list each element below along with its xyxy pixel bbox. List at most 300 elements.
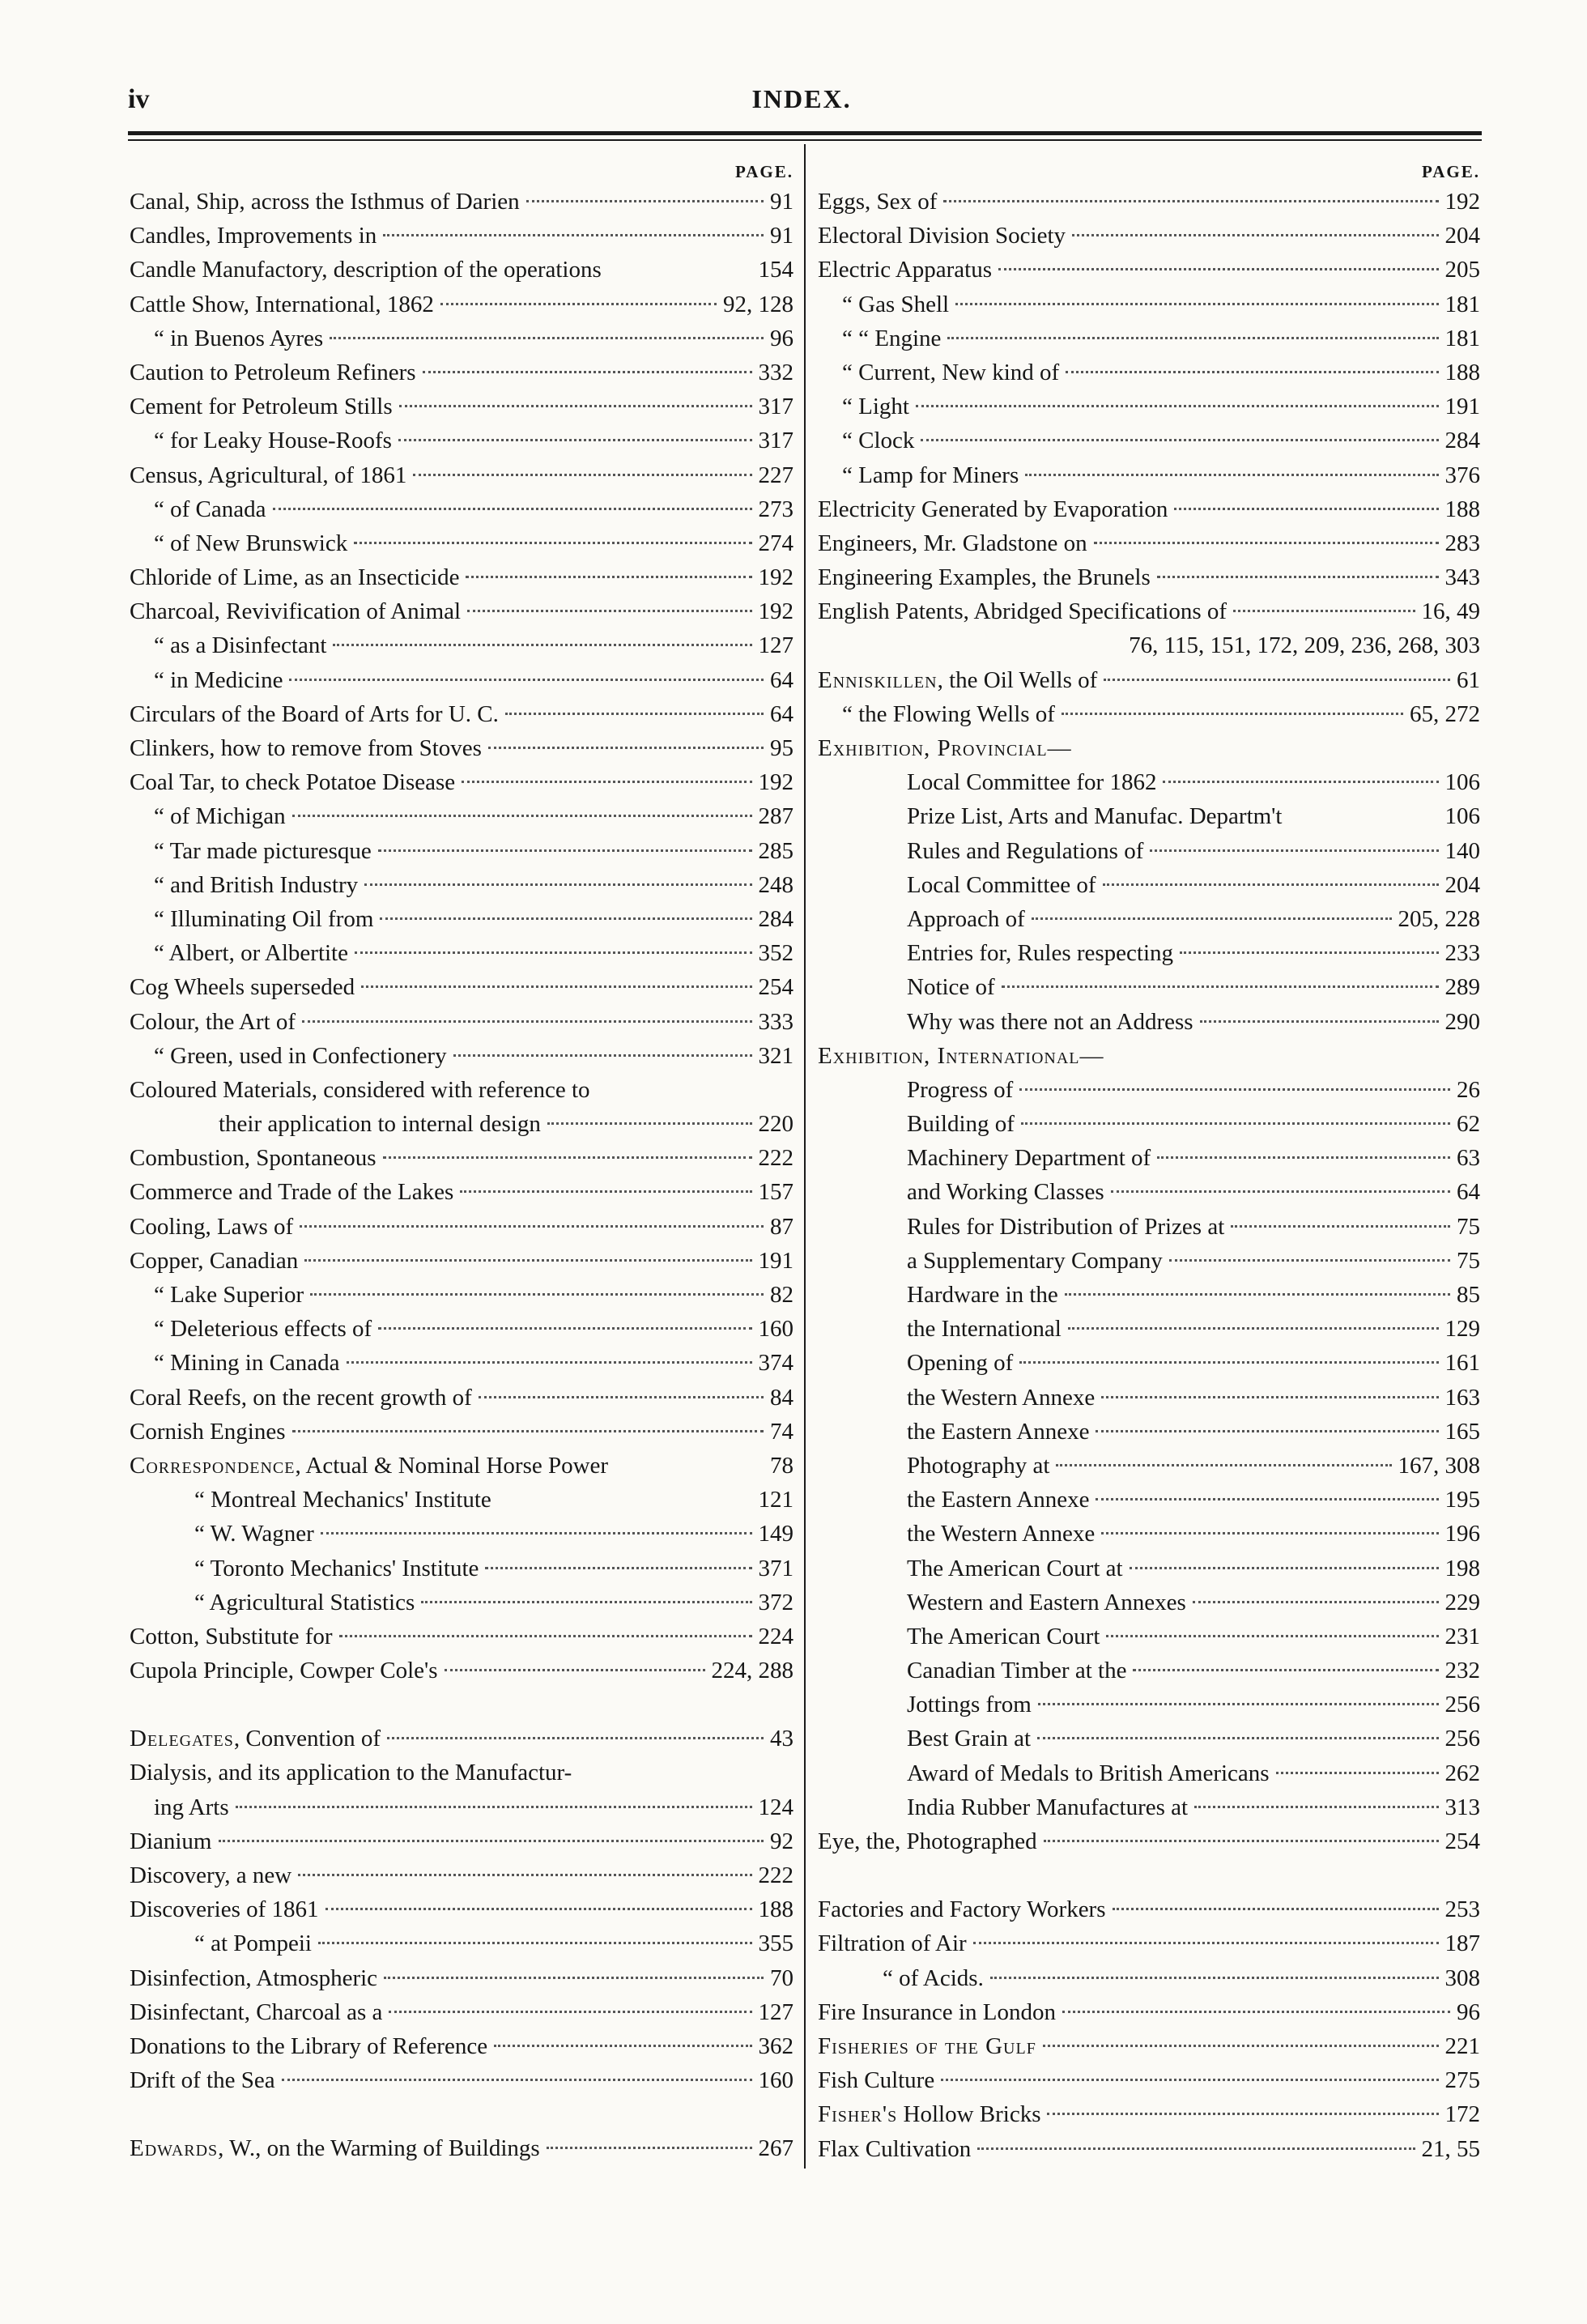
dot-leader [413, 474, 751, 476]
entry-text: Cornish Engines [130, 1418, 286, 1445]
dot-leader [941, 2079, 1438, 2081]
entry-text: Why was there not an Address [907, 1008, 1193, 1035]
page-ref: 254 [758, 974, 794, 1001]
entry-text: “ Illuminating Oil from [154, 905, 374, 932]
dot-leader [298, 1874, 751, 1876]
page-ref: 321 [758, 1042, 794, 1069]
entry-text: Engineering Examples, the Brunels [818, 564, 1151, 591]
entry-text: Notice of [907, 974, 995, 1001]
column-head-page: PAGE. [1421, 162, 1480, 181]
dot-leader [1106, 1635, 1438, 1637]
dot-leader [383, 234, 764, 236]
entry-text: Local Committee of [907, 871, 1096, 898]
index-entry [130, 2131, 794, 2165]
dot-leader [1113, 1908, 1439, 1910]
index-entry [818, 2132, 1480, 2166]
entry-text: Discovery, a new [130, 1862, 292, 1888]
page-ref: 233 [1444, 940, 1480, 967]
dot-leader [1043, 2045, 1439, 2047]
index-entry [130, 834, 794, 868]
entry-text: Rules for Distribution of Prizes at [907, 1213, 1225, 1240]
dot-leader [440, 303, 717, 305]
index-entry [130, 1312, 794, 1346]
dot-leader [289, 679, 764, 681]
index-entry [130, 1551, 794, 1586]
index-entry [818, 1517, 1480, 1551]
page-ref: 362 [758, 2032, 794, 2059]
index-entry [818, 2063, 1480, 2097]
entry-text: Rules and Regulations of [907, 837, 1144, 864]
page-ref: 188 [1444, 359, 1480, 385]
dot-leader [282, 2079, 752, 2081]
page-ref: 256 [1444, 1692, 1480, 1718]
page-ref: 352 [758, 940, 794, 967]
entry-text: “ Toronto Mechanics' Institute [194, 1555, 479, 1581]
dot-leader [1066, 371, 1438, 373]
entry-text: “ of Acids. [883, 1964, 984, 1991]
entry-text: Progress of [907, 1076, 1014, 1103]
page-ref: 273 [758, 496, 794, 522]
entry-text: Factories and Factory Workers [818, 1896, 1106, 1923]
page-ref: 222 [758, 1862, 794, 1888]
page-ref: 289 [1444, 974, 1480, 1001]
page-ref: 140 [1444, 837, 1480, 864]
page-ref: 92, 128 [723, 291, 794, 317]
entry-text: Dialysis, and its application to the Manufactur- [130, 1760, 572, 1786]
entry-text: “ W. Wagner [194, 1521, 314, 1547]
entry-text: Entries for, Rules respecting [907, 940, 1174, 967]
dot-leader [462, 781, 751, 783]
index-entry [818, 594, 1480, 628]
entry-text: Charcoal, Revivification of Animal [130, 598, 462, 625]
page-ref: 127 [758, 1998, 794, 2025]
entry-text: Cattle Show, International, 1862 [130, 291, 434, 317]
index-entry [130, 1005, 794, 1039]
dot-leader [1169, 1259, 1450, 1262]
entry-text: Candles, Improvements in [130, 223, 377, 249]
dot-leader [1096, 1430, 1438, 1432]
index-entry [818, 1926, 1480, 1960]
index-entry [818, 1175, 1480, 1209]
index-entry [818, 1756, 1480, 1790]
dot-leader [445, 1669, 705, 1671]
index-entry [130, 1346, 794, 1380]
index-entry [818, 697, 1480, 731]
page-ref: 232 [1444, 1658, 1480, 1684]
page-title: INDEX. [751, 84, 852, 113]
entry-text: the Eastern Annexe [907, 1418, 1090, 1445]
dot-leader [1062, 2011, 1450, 2013]
page-ref: 313 [1444, 1794, 1480, 1820]
index-entry [818, 1381, 1480, 1415]
index-entry [818, 1039, 1480, 1073]
entry-text: “ Mining in Canada [154, 1350, 340, 1377]
page-ref: 61 [1457, 666, 1480, 693]
dot-leader [955, 303, 1438, 305]
dot-leader [384, 1977, 764, 1979]
entry-text: “ Lake Superior [154, 1282, 304, 1308]
page-ref: 227 [758, 462, 794, 488]
page-ref: 91 [770, 189, 794, 215]
entry-text: Dianium [130, 1828, 212, 1854]
page-ref: 161 [1444, 1350, 1480, 1377]
entry-text: Cement for Petroleum Stills [130, 394, 393, 420]
dot-leader [339, 1635, 752, 1637]
entry-text: “ Lamp for Miners [842, 462, 1019, 488]
index-entry [130, 1961, 794, 1995]
entry-text: the Western Annexe [907, 1521, 1096, 1547]
index-entry [818, 1278, 1480, 1312]
index-entry [130, 1926, 794, 1960]
index-entry [818, 1449, 1480, 1483]
page-ref: 355 [758, 1930, 794, 1957]
page-ref: 254 [1444, 1828, 1480, 1854]
index-entry [130, 492, 794, 526]
index-entry [130, 1995, 794, 2029]
page-ref: 106 [1444, 803, 1480, 830]
index-entry [818, 253, 1480, 287]
index-entry [818, 1073, 1480, 1107]
entry-text: Cotton, Substitute for [130, 1623, 333, 1649]
index-entry [818, 1824, 1480, 1858]
page-ref: 372 [758, 1589, 794, 1615]
dot-leader [304, 1259, 751, 1262]
page-ref: 85 [1457, 1282, 1480, 1308]
page-ref: 204 [1444, 223, 1480, 249]
entry-text: Fish Culture [818, 2067, 935, 2094]
dot-leader [1157, 576, 1439, 578]
page-ref: 192 [758, 769, 794, 796]
entry-text: Edwards, W., on the Warming of Buildings [130, 2135, 540, 2162]
index-entry [818, 1688, 1480, 1722]
index-entry [818, 1244, 1480, 1278]
dot-leader [1104, 679, 1450, 681]
page-ref: 121 [758, 1487, 794, 1513]
page-ref: 129 [1444, 1316, 1480, 1343]
dot-leader [973, 1942, 1439, 1944]
page-ref: 284 [1444, 428, 1480, 454]
index-entry [130, 1278, 794, 1312]
index-entry [130, 1415, 794, 1449]
index-entry [818, 663, 1480, 697]
page-ref: 78 [770, 1452, 794, 1479]
index-entry [818, 731, 1480, 765]
page-ref: 374 [758, 1350, 794, 1377]
entry-text: Prize List, Arts and Manufac. Departm't [907, 803, 1283, 830]
entry-text: Eggs, Sex of [818, 189, 938, 215]
dot-leader [300, 1225, 764, 1228]
index-entry [130, 1620, 794, 1654]
page-ref: 165 [1444, 1418, 1480, 1445]
entry-text: Filtration of Air [818, 1930, 967, 1957]
index-entry [818, 1961, 1480, 1995]
page-ref: 222 [758, 1145, 794, 1172]
entry-text: their application to internal design [219, 1111, 541, 1138]
index-entry [818, 799, 1480, 833]
index-entry [818, 1415, 1480, 1449]
index-entry [818, 1107, 1480, 1141]
index-entry [130, 1790, 794, 1824]
entry-text: Electric Apparatus [818, 257, 992, 283]
index-entry [818, 287, 1480, 321]
index-entry [818, 936, 1480, 970]
dot-leader [380, 917, 751, 920]
index-entry [818, 2029, 1480, 2063]
index-entry [130, 868, 794, 902]
index-entry [130, 1517, 794, 1551]
index-entry [130, 628, 794, 662]
index-entry [818, 868, 1480, 902]
index-entry [130, 1244, 794, 1278]
entry-text: Flax Cultivation [818, 2135, 972, 2162]
page-ref: 204 [1444, 871, 1480, 898]
entry-text: Cog Wheels superseded [130, 974, 355, 1001]
dot-leader [1233, 610, 1415, 612]
index-entry [130, 1210, 794, 1244]
entry-text: Copper, Canadian [130, 1247, 299, 1274]
dot-leader [1231, 1225, 1450, 1228]
entry-text: Colour, the Art of [130, 1008, 296, 1035]
entry-text: Chloride of Lime, as an Insecticide [130, 564, 460, 591]
entry-text: Fire Insurance in London [818, 1998, 1056, 2025]
page-ref: 196 [1444, 1521, 1480, 1547]
page-ref: 64 [770, 700, 794, 727]
dot-leader [1101, 1396, 1438, 1398]
entry-text: Commerce and Trade of the Lakes [130, 1179, 454, 1206]
dot-leader [1021, 1122, 1450, 1125]
entry-text: “ for Leaky House-Roofs [154, 428, 392, 454]
page-ref: 181 [1444, 325, 1480, 351]
index-entry [818, 526, 1480, 560]
page-ref: 253 [1444, 1896, 1480, 1923]
dot-leader [273, 508, 752, 510]
index-entry [130, 731, 794, 765]
dot-leader [1065, 1293, 1450, 1296]
dot-leader [1047, 2113, 1438, 2115]
page-ref: 91 [770, 223, 794, 249]
page-ref: 21, 55 [1421, 2135, 1480, 2162]
index-entry [818, 492, 1480, 526]
entry-text: “ of Canada [154, 496, 266, 522]
dot-leader [1019, 1088, 1450, 1091]
index-entry [818, 1620, 1480, 1654]
dot-leader [1062, 713, 1403, 715]
entry-text: Award of Medals to British Americans [907, 1760, 1270, 1786]
entry-text: Coral Reefs, on the recent growth of [130, 1384, 472, 1411]
entry-text: “ and British Industry [154, 871, 359, 898]
index-entry [818, 902, 1480, 936]
entry-text: “ as a Disinfectant [154, 632, 327, 659]
page-ref: 87 [770, 1213, 794, 1240]
index-entry [130, 1654, 794, 1688]
entry-text: Western and Eastern Annexes [907, 1589, 1186, 1615]
dot-leader [330, 337, 764, 339]
page-ref: 191 [758, 1247, 794, 1274]
index-entry [818, 628, 1480, 662]
index-entry [130, 2029, 794, 2063]
page-ref: 343 [1444, 564, 1480, 591]
page-number: iv [128, 84, 150, 114]
index-entry [130, 663, 794, 697]
dot-leader [1174, 508, 1438, 510]
page-ref: 106 [1444, 769, 1480, 796]
dot-leader [236, 1806, 752, 1808]
dot-leader [1032, 917, 1392, 920]
dot-leader [354, 542, 751, 544]
page-ref: 84 [770, 1384, 794, 1411]
page-ref: 62 [1457, 1111, 1480, 1138]
dot-leader [398, 439, 752, 441]
dot-leader [389, 2011, 751, 2013]
page-ref: 220 [758, 1111, 794, 1138]
entry-text: Candle Manufactory, description of the operations [130, 257, 602, 283]
page-ref: 205, 228 [1398, 905, 1480, 932]
index-entry [130, 321, 794, 355]
entry-text: Exhibition, International— [818, 1042, 1104, 1069]
dot-leader [292, 1430, 764, 1432]
index-entry [818, 1790, 1480, 1824]
page-ref: 262 [1444, 1760, 1480, 1786]
entry-text: the Eastern Annexe [907, 1487, 1090, 1513]
dot-leader [1180, 951, 1438, 954]
index-entry [130, 1381, 794, 1415]
dot-leader [494, 2045, 751, 2047]
dot-leader [1094, 542, 1439, 544]
page-ref: 267 [758, 2135, 794, 2162]
entry-text: Approach of [907, 905, 1025, 932]
index-list-right [818, 185, 1480, 2166]
dot-leader [1101, 1532, 1438, 1534]
index-entry [130, 1586, 794, 1620]
page-ref: 371 [758, 1555, 794, 1581]
entry-text: the Western Annexe [907, 1384, 1096, 1411]
dot-leader [943, 200, 1438, 202]
entry-text: “ of Michigan [154, 803, 286, 830]
page-ref: 154 [758, 257, 794, 283]
page-ref: 221 [1444, 2032, 1480, 2059]
dot-leader [347, 1361, 752, 1364]
dot-leader [1038, 1703, 1439, 1705]
page-ref: 181 [1444, 291, 1480, 317]
entry-text: Cupola Principle, Cowper Cole's [130, 1658, 438, 1684]
entry-text: Circulars of the Board of Arts for U. C. [130, 700, 499, 727]
dot-leader [485, 1567, 751, 1569]
page-ref: 127 [758, 632, 794, 659]
dot-leader [1025, 474, 1438, 476]
entry-text: Enniskillen, the Oil Wells of [818, 666, 1098, 693]
index-entry [130, 1858, 794, 1892]
page-ref: 65, 272 [1410, 700, 1480, 727]
index-entry [818, 1654, 1480, 1688]
dot-leader [1130, 1567, 1439, 1569]
entry-text: “ the Flowing Wells of [842, 700, 1055, 727]
dot-leader [361, 985, 751, 988]
page-ref: 70 [770, 1964, 794, 1991]
entry-text: “ Light [842, 394, 909, 420]
dot-leader [364, 883, 751, 886]
entry-text: India Rubber Manufactures at [907, 1794, 1189, 1820]
index-entry [818, 1312, 1480, 1346]
entry-text: ing Arts [154, 1794, 229, 1820]
entry-text: “ Gas Shell [842, 291, 950, 317]
entry-text: Engineers, Mr. Gladstone on [818, 530, 1087, 556]
index-entry [818, 1995, 1480, 2029]
index-entry [818, 424, 1480, 458]
dot-leader [355, 951, 752, 954]
entry-text: Disinfectant, Charcoal as a [130, 1998, 383, 2025]
page-ref: 75 [1457, 1213, 1480, 1240]
page-ref: 224 [758, 1623, 794, 1649]
dot-leader [488, 747, 764, 749]
entry-text: Local Committee for 1862 [907, 769, 1157, 796]
dot-leader [1072, 234, 1438, 236]
page-ref: 188 [758, 1896, 794, 1923]
page-ref: 64 [1457, 1179, 1480, 1206]
page-ref: 287 [758, 803, 794, 830]
dot-leader [453, 1054, 752, 1057]
index-entry [130, 424, 794, 458]
index-entry [130, 253, 794, 287]
entry-text: Electoral Division Society [818, 223, 1066, 249]
page-ref: 256 [1444, 1726, 1480, 1752]
page-ref: 195 [1444, 1487, 1480, 1513]
dot-leader [310, 1293, 764, 1296]
entry-text: Eye, the, Photographed [818, 1828, 1037, 1854]
page-ref: 317 [758, 394, 794, 420]
page-ref: 75 [1457, 1247, 1480, 1274]
page-ref: 172 [1444, 2101, 1480, 2128]
page-ref: 376 [1444, 462, 1480, 488]
header-rule-thin [128, 139, 1482, 141]
entry-text: “ Montreal Mechanics' Institute [194, 1487, 491, 1513]
dot-leader [977, 2147, 1415, 2150]
entry-text: “ Clock [842, 428, 915, 454]
page-ref: 192 [758, 564, 794, 591]
page-ref: 95 [770, 735, 794, 761]
entry-text: Delegates, Convention of [130, 1726, 381, 1752]
page-ref: 188 [1444, 496, 1480, 522]
page-ref: 205 [1444, 257, 1480, 283]
entry-text: Clinkers, how to remove from Stoves [130, 735, 482, 761]
page-ref: 160 [758, 2067, 794, 2094]
entry-text: Opening of [907, 1350, 1014, 1377]
page-ref: 192 [1444, 189, 1480, 215]
index-entry [130, 355, 794, 389]
entry-text: Canadian Timber at the [907, 1658, 1127, 1684]
entry-text: Best Grain at [907, 1726, 1032, 1752]
page-ref: 248 [758, 871, 794, 898]
page-ref: 285 [758, 837, 794, 864]
dot-leader [378, 1327, 751, 1330]
dot-leader [547, 2147, 752, 2149]
entry-text: “ Agricultural Statistics [194, 1589, 415, 1615]
dot-leader [321, 1532, 752, 1534]
page-ref: 192 [758, 598, 794, 625]
page-ref: 96 [1457, 1998, 1480, 2025]
dot-leader [1200, 1020, 1439, 1023]
dot-leader [547, 1122, 752, 1125]
dot-leader [1193, 1601, 1439, 1603]
index-column-left [130, 159, 794, 2166]
entry-text: Machinery Department of [907, 1145, 1151, 1172]
index-entry [130, 458, 794, 492]
page-header [121, 74, 1482, 123]
dot-leader [333, 644, 751, 646]
index-entry [818, 834, 1480, 868]
index-entry [818, 1586, 1480, 1620]
dot-leader [947, 337, 1438, 339]
index-entry [130, 1892, 794, 1926]
